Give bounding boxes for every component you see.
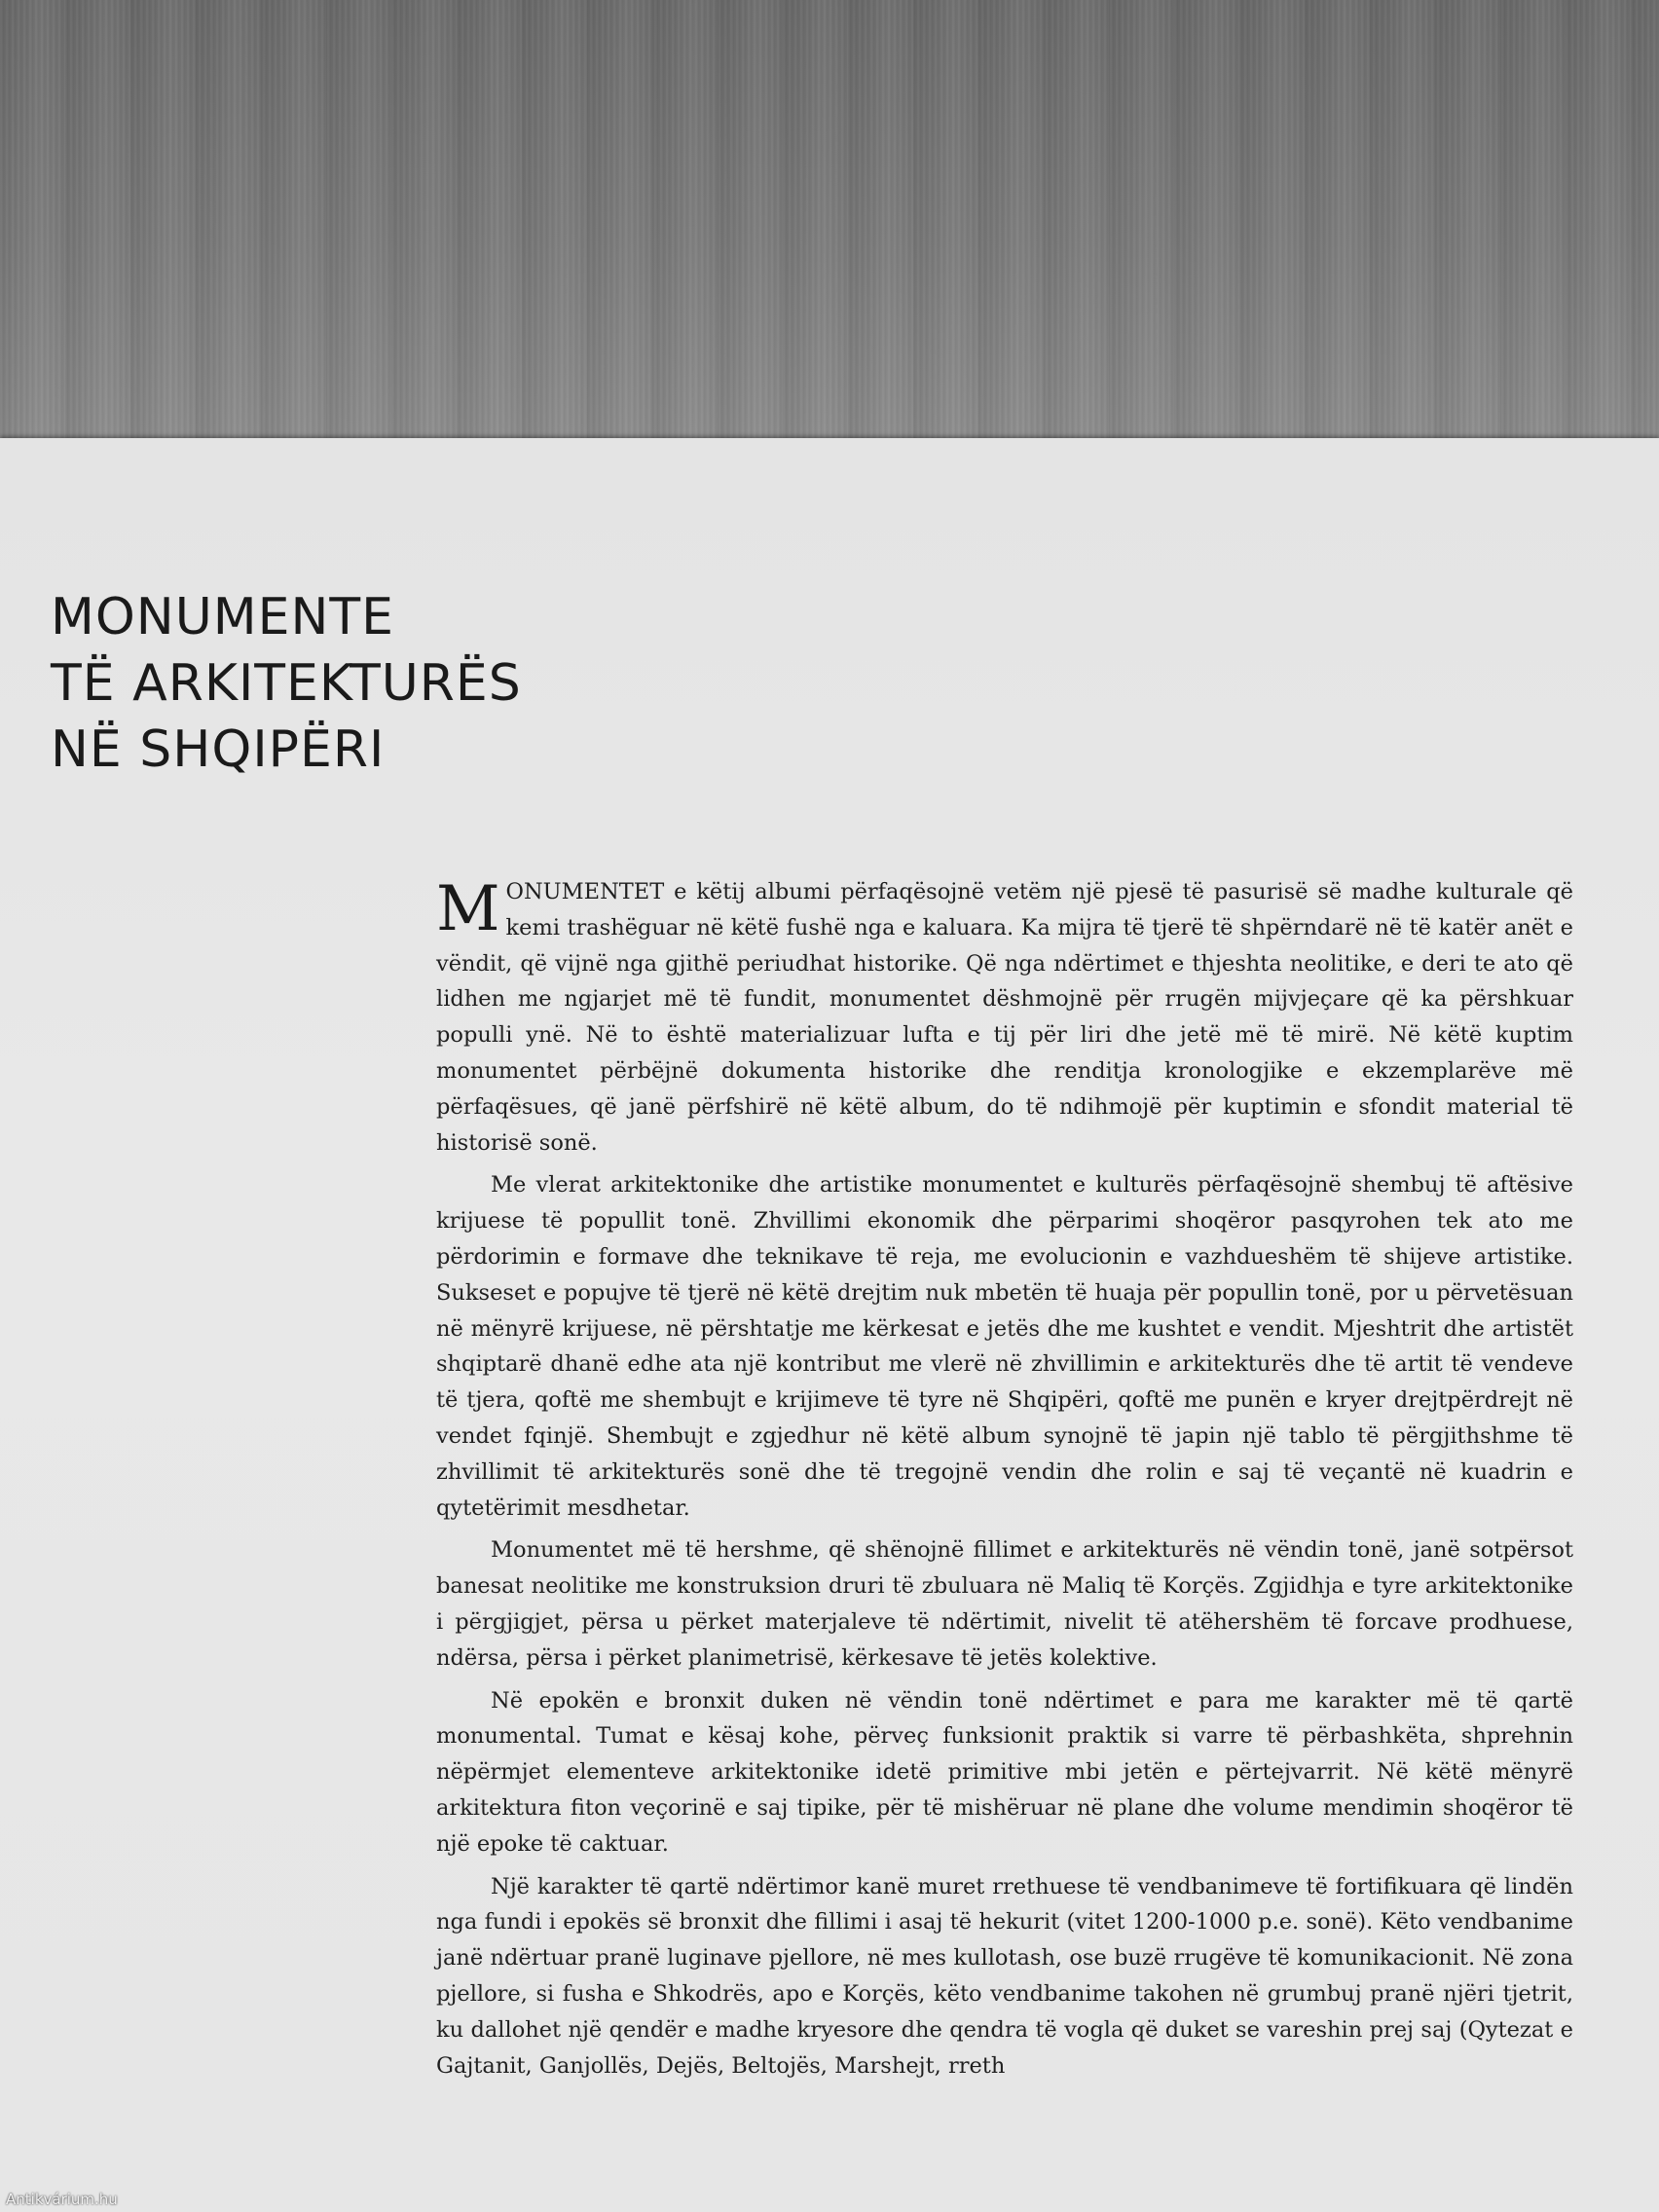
intro-text: e këtij albumi përfaqësojnë vetëm një pjesë të pasurisë së madhe kulturale që kemi trashëguar në këtë fushë nga e kaluara. Ka mijra të tjerë të shpërndarë në të katër anët e vëndit, që vijnë nga gjithë periudhat historike. Që nga ndërtimet e thjeshta neolitike, e deri te ato që lidhen me ngjarjet më të fundit, monumentet dëshmojnë për rrugën mijvjeçare që ka përshkuar populli ynë. Në to është materializuar lufta e tij për liri dhe jetë më të mirë. Në këtë kuptim monumentet përbëjnë dokumenta historike dhe renditja kronologjike e ekzemplarëve më përfaqësues, që janë përfshirë në këtë album, do të ndihmojë për kuptimin e sfondit material të historisë sonë. — [436, 879, 1573, 1156]
background-surface — [0, 0, 1659, 448]
paragraph: Në epokën e bronxit duken në vëndin tonë ndërtimet e para me karakter më të qartë monumental. Tumat e kësaj kohe, përveç funksionit praktik si varre të përbashkëta, shprehnin nëpërmjet elementeve arkitektonike idetë primitive mbi jetën e përtejvarrit. Në këtë mënyrë arkitektura fiton veçorinë e saj tipike, për të mishëruar në plane dhe volume mendimin shoqëror të një epoke të caktuar. — [436, 1687, 1573, 1857]
paragraph: Me vlerat arkitektonike dhe artistike monumentet e kulturës përfaqësojnë shembuj të aftësive krijuese të popullit tonë. Zhvillimi ekonomik dhe përparimi shoqëror pasqyrohen tek ato me përdorimin e formave dhe teknikave të reja, me evolucionin e vazhdueshëm të shijeve artistike. Sukseset e popujve të tjerë në këtë drejtim nuk mbetën të huaja për popullin tonë, por u përvetësuan në mënyrë krijuese, në përshtatje me kërkesat e jetës dhe me kushtet e vendit. Mjeshtrit dhe artistët shqiptarë dhanë edhe ata një kontribut me vlerë në zhvillimin e arkitekturës dhe të artit të vendeve të tjera, qoftë me shembujt e krijimeve të tyre në Shqipëri, qoftë me punën e kryer drejtpërdrejt në vendet fqinjë. Shembujt e zgjedhur në këtë album synojnë të japin një tablo të përgjithshme të zhvillimit të arkitekturës sonë dhe të tregojnë vendin dhe rolin e saj të veçantë në kuadrin e qytetërimit mesdhetar. — [436, 1172, 1573, 1521]
lead-word: ONUMENTET — [505, 879, 665, 904]
drop-cap: M — [436, 873, 500, 945]
page-title — [51, 584, 522, 783]
paragraph-intro — [436, 874, 1573, 1161]
title-line-1: MONUMENTE — [51, 588, 394, 646]
body-text — [436, 874, 1573, 2090]
paragraph: Monumentet më të hershme, që shënojnë fillimet e arkitekturës në vëndin tonë, janë sotpërsot banesat neolitike me konstruksion druri të zbuluara në Maliq të Korçës. Zgjidhja e tyre arkitektonike i përgjigjet, përsa u përket materjaleve të ndërtimit, nivelit të atëhershëm të forcave prodhuese, ndërsa, përsa i përket planimetrisë, kërkesave të jetës kolektive. — [436, 1537, 1573, 1671]
title-line-2: TË ARKITEKTURËS — [51, 654, 522, 713]
paragraph: Një karakter të qartë ndërtimor kanë muret rrethuese të vendbanimeve të fortifikuara që lindën nga fundi i epokës së bronxit dhe fillimi i asaj të hekurit (vitet 1200-1000 p.e. sonë). Këto vendbanime janë ndërtuar pranë luginave pjellore, në mes kullotash, ose buzë rrugëve të komunikacionit. Në zona pjellore, si fusha e Shkodrës, apo e Korçës, këto vendbanime takohen në grumbuj pranë njëri tjetrit, ku dallohet një qendër e madhe kryesore dhe qendra të vogla që duket se vareshin prej saj (Qytezat e Gajtanit, Ganjollës, Dejës, Beltojës, Marshejt, rreth — [436, 1873, 1573, 2079]
title-line-3: NË SHQIPËRI — [51, 720, 386, 779]
watermark: Antikvárium.hu — [6, 2191, 118, 2208]
